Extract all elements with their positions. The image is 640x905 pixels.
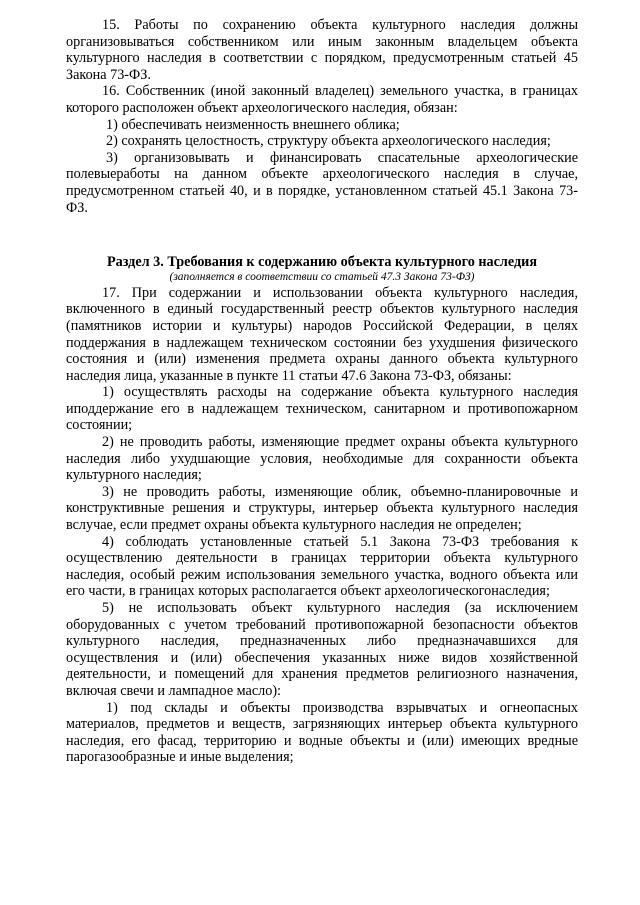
- paragraph-15: 15. Работы по сохранению объекта культурного наследия должны организовываться собственником или иным законным владельцем объекта культурного наследия в соответствии с порядком, предусмотренным статьей 45 Закона 73-ФЗ.: [66, 17, 578, 83]
- paragraph-17-item-1: 1) осуществлять расходы на содержание объекта культурного наследия иподдержание его в надлежащем техническом, санитарном и противопожарном состоянии;: [66, 384, 578, 434]
- section-gap: [66, 216, 578, 254]
- paragraph-17-item-2: 2) не проводить работы, изменяющие предмет охраны объекта культурного наследия либо ухудшающие условия, необходимые для сохранности объекта культурного наследия;: [66, 434, 578, 484]
- paragraph-17-item-4: 4) соблюдать установленные статьей 5.1 Закона 73-ФЗ требования к осуществлению деятельности в границах территории объекта культурного наследия, особый режим использования земельного участка, водного объекта или его части, в границах которых располагается объект археологическогонаследия;: [66, 533, 578, 600]
- section-3-subtitle: (заполняется в соответствии со статьей 47.3 Закона 73-ФЗ): [169, 270, 475, 283]
- paragraph-16-item-1: 1) обеспечивать неизменность внешнего облика;: [106, 116, 400, 133]
- section-3-title: Раздел 3. Требования к содержанию объекта культурного наследия: [106, 254, 538, 271]
- paragraph-17-item-5-sub-1: 1) под склады и объекты производства взрывчатых и огнеопасных материалов, предметов и веществ, загрязняющих интерьер объекта культурного наследия, его фасад, территорию и водные объекты и (или) имеющих вредные парогазообразные и иные выделения;: [66, 699, 578, 766]
- paragraph-16-item-2: 2) сохранять целостность, структуру объекта археологического наследия;: [106, 133, 551, 150]
- paragraph-17: 17. При содержании и использовании объекта культурного наследия, включенного в единый государственный реестр объектов культурного наследия (памятников истории и культуры) народов Российской Федерации, в целях поддержания в надлежащем техническом состоянии без ухудшения физического состояния и (или) изменения предмета охраны данного объекта культурного наследия лица, указанные в пункте 11 статьи 47.6 Закона 73-ФЗ, обязаны:: [66, 284, 578, 384]
- paragraph-17-item-3: 3) не проводить работы, изменяющие облик, объемно-планировочные и конструктивные решения и структуры, интерьер объекта культурного наследия вслучае, если предмет охраны объекта культурного наследия не определен;: [66, 483, 578, 534]
- paragraph-16-item-3: 3) организовывать и финансировать спасательные археологические полевыеработы на данном объекте археологического наследия в случае, предусмотренном статьей 40, и в порядке, установленном статьей 45.1 Закона 73-ФЗ.: [66, 149, 578, 216]
- paragraph-17-item-5: 5) не использовать объект культурного наследия (за исключением оборудованных с учетом требований противопожарной безопасности объектов культурного наследия, предназначенных либо предназначавшихся для осуществления и (или) обеспечения указанных ниже видов хозяйственной деятельности, и помещений для хранения предметов религиозного назначения, включая свечи и лампадное масло):: [66, 600, 578, 699]
- paragraph-16: 16. Собственник (иной законный владелец) земельного участка, в границах которого расположен объект археологического наследия, обязан:: [66, 83, 578, 116]
